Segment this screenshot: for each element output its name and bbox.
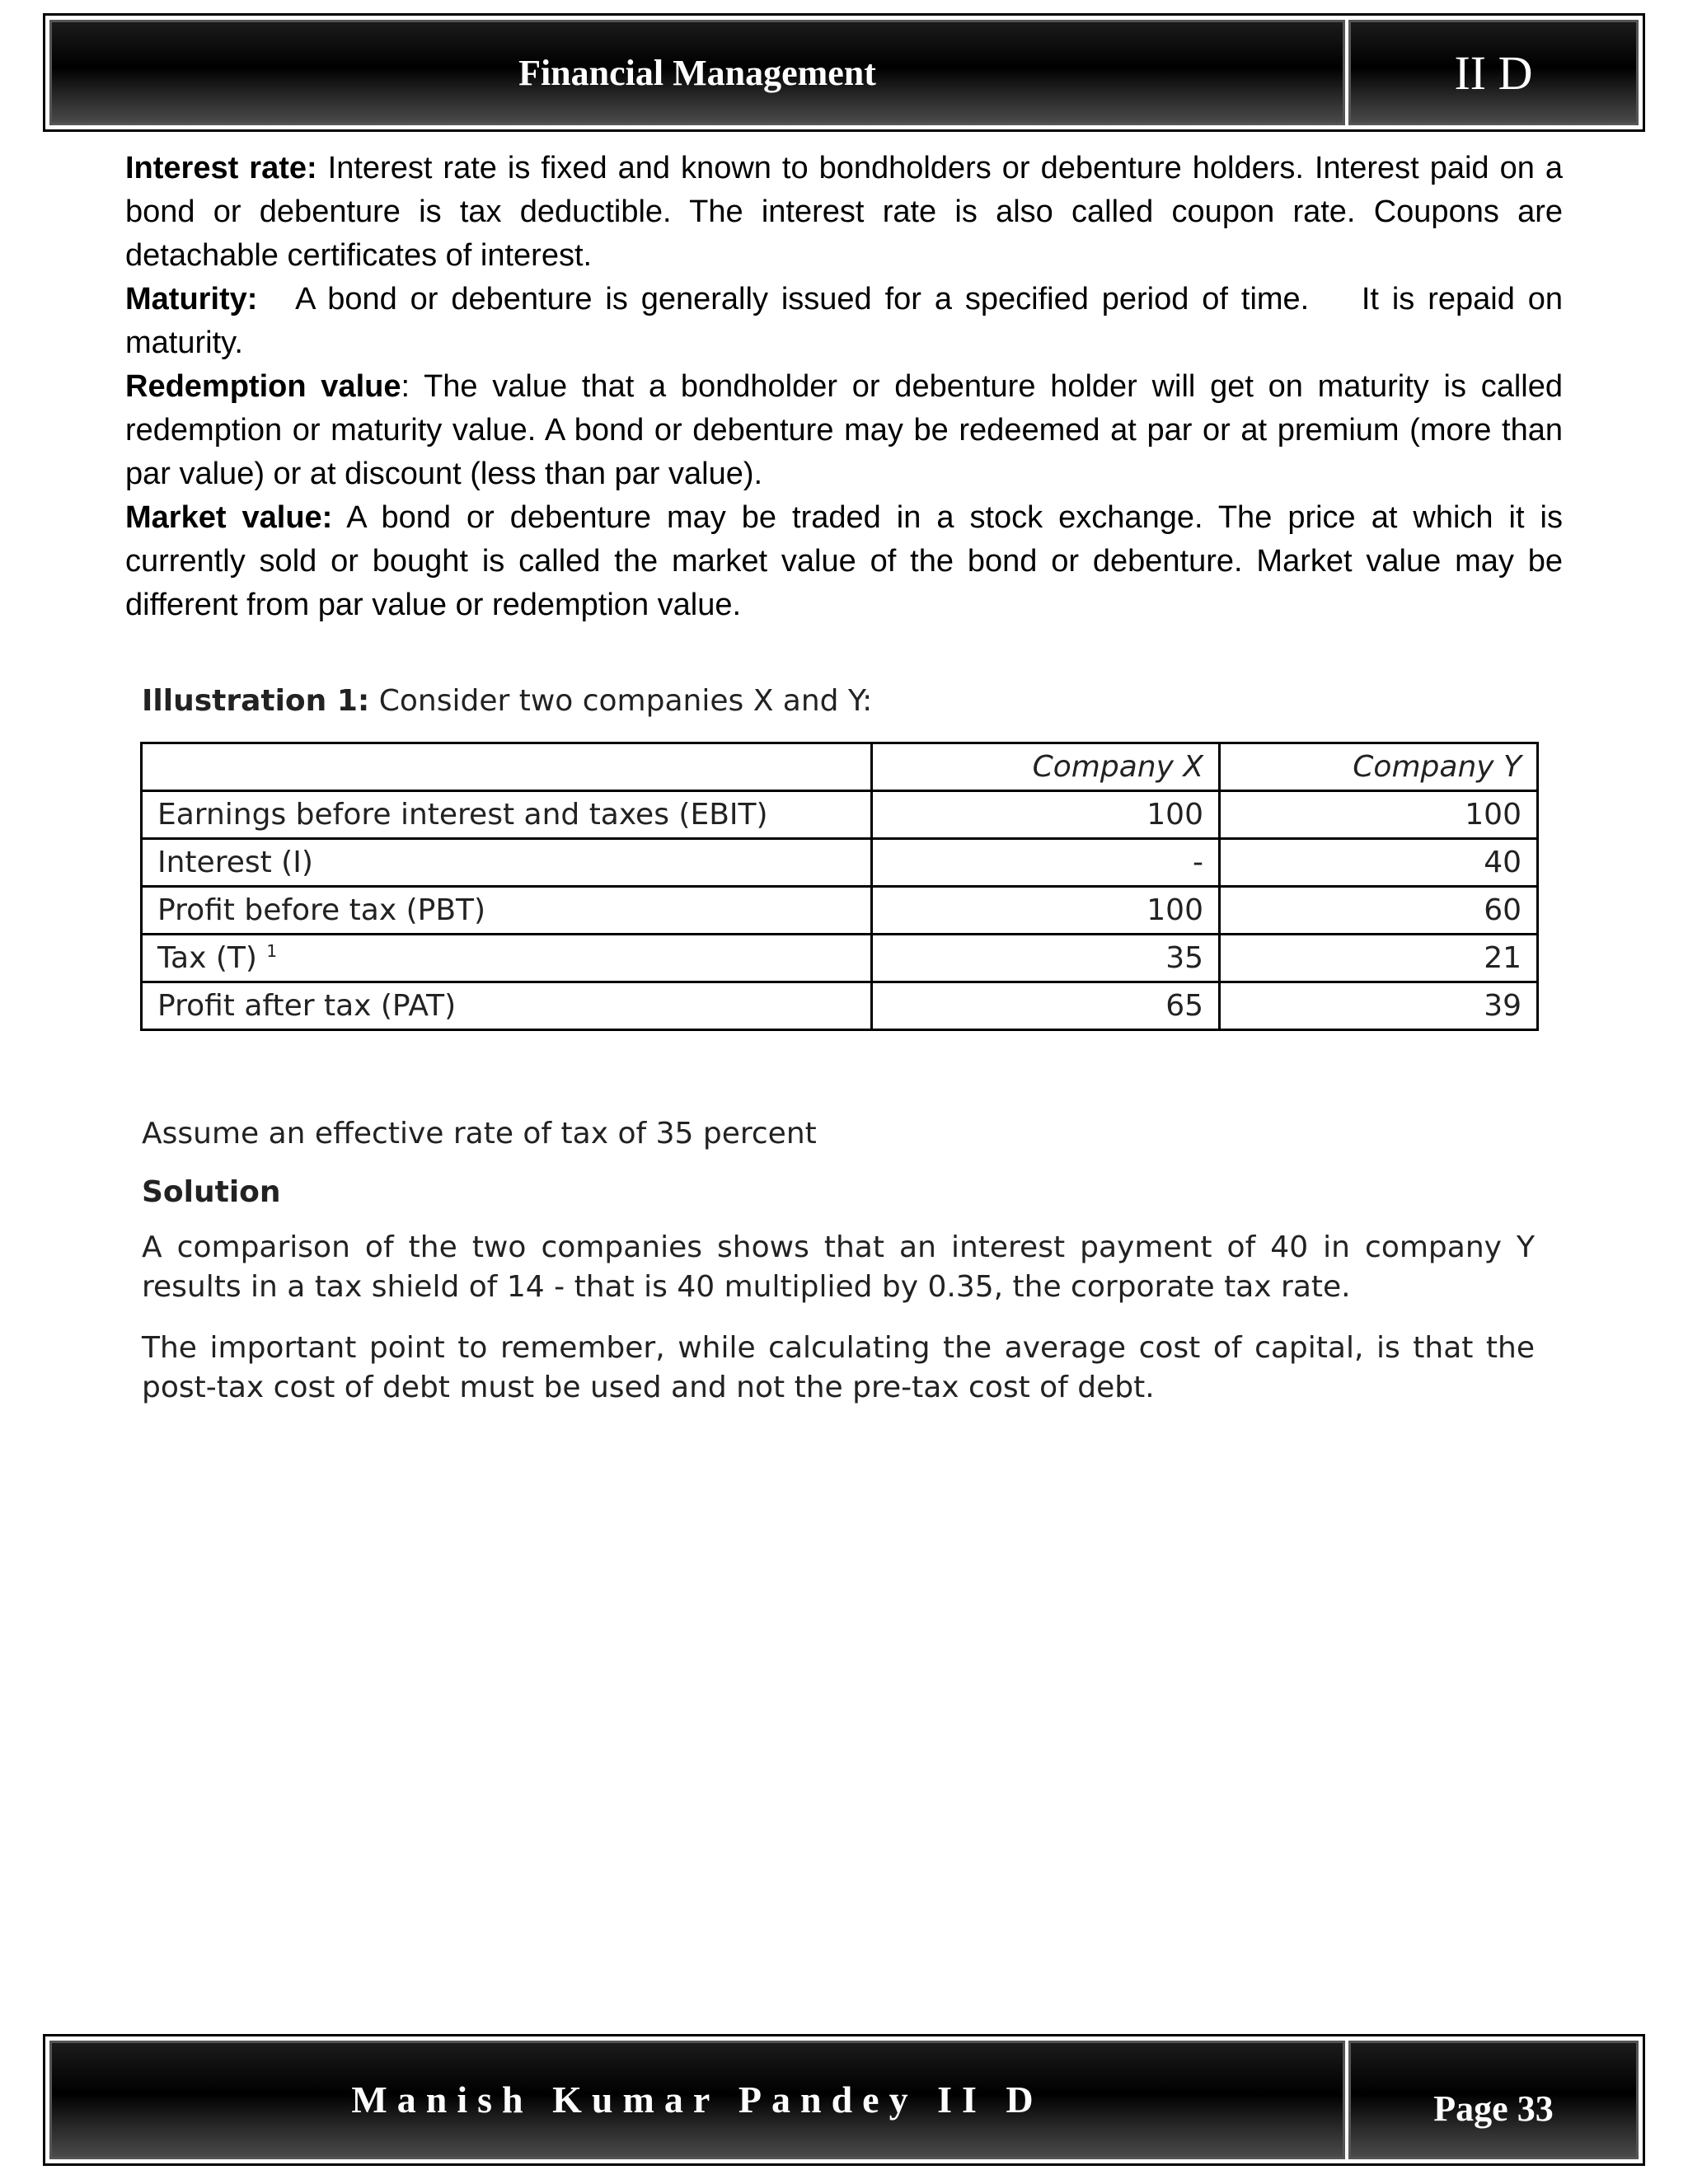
page-number: Page 33 — [1348, 2041, 1639, 2159]
row-label: Earnings before interest and taxes (EBIT) — [142, 791, 872, 839]
table-header-cell — [142, 743, 872, 791]
company-x-value: 100 — [872, 887, 1220, 935]
term-label: Maturity: — [125, 282, 258, 316]
company-x-value: 35 — [872, 935, 1220, 982]
table-header-cell: Company Y — [1220, 743, 1538, 791]
company-x-value: 100 — [872, 791, 1220, 839]
solution-heading: Solution — [142, 1175, 281, 1209]
definition-market-value — [125, 496, 1563, 627]
row-label: Tax (T) $^1$ — [142, 935, 872, 982]
definition-text: A bond or debenture may be traded in a stock exchange. The price at which it is currently sold or bought is called the market value of the bond or debenture. Market value may be different from par value or redemption value. — [125, 500, 1563, 622]
comparison-table — [140, 742, 1539, 1031]
solution-paragraph: A comparison of the two companies shows that an interest payment of 40 in company Y results in a tax shield of 14 - that is 40 multiplied by 0.35, the corporate tax rate. — [142, 1230, 1535, 1304]
term-label: Interest rate: — [125, 151, 317, 185]
document-title: Financial Management — [49, 20, 1345, 125]
company-y-value: 21 — [1220, 935, 1538, 982]
company-y-value: 39 — [1220, 982, 1538, 1030]
illustration-title — [142, 684, 1543, 718]
table-header-row — [142, 743, 1538, 791]
section-code: II D — [1348, 20, 1639, 125]
definition-interest-rate — [125, 147, 1563, 278]
table-row — [142, 982, 1538, 1030]
company-x-value: 65 — [872, 982, 1220, 1030]
company-y-value: 40 — [1220, 839, 1538, 887]
definition-redemption-value — [125, 365, 1563, 496]
header-band — [43, 13, 1645, 132]
table-row — [142, 839, 1538, 887]
footer-band — [43, 2034, 1645, 2166]
footnote-marker: 1 — [266, 941, 278, 961]
row-label: Interest (I) — [142, 839, 872, 887]
table-row — [142, 791, 1538, 839]
illustration-label: Illustration 1: — [142, 684, 370, 718]
illustration-text: Consider two companies X and Y: — [369, 684, 873, 718]
solution-paragraph: The important point to remember, while calculating the average cost of capital, is that the post-tax cost of debt must be used and not the pre-tax cost of debt. — [142, 1331, 1535, 1404]
table-row — [142, 935, 1538, 982]
definition-text: Interest rate is fixed and known to bondholders or debenture holders. Interest paid on a bond or debenture is tax deductible. The interest rate is also called coupon rate. Coupons are detachable certificates of interest. — [125, 151, 1563, 273]
assumption-note: Assume an effective rate of tax of 35 percent — [142, 1117, 817, 1151]
row-label: Profit before tax (PBT) — [142, 887, 872, 935]
definition-maturity — [125, 278, 1572, 365]
table-header-cell: Company X — [872, 743, 1220, 791]
company-y-value: 60 — [1220, 887, 1538, 935]
author-name: Manish Kumar Pandey II D — [49, 2041, 1345, 2159]
definition-text: : The value that a bondholder or debenture holder will get on maturity is called redemption or maturity value. A bond or debenture may be redeemed at par or at premium (more than par value) or at discount (less than par value). — [125, 369, 1563, 491]
definition-text: A bond or debenture is generally issued for a specified period of time. It is repaid on maturity. — [125, 282, 1572, 360]
row-label: Profit after tax (PAT) — [142, 982, 872, 1030]
company-y-value: 100 — [1220, 791, 1538, 839]
term-label: Redemption value — [125, 369, 401, 404]
table-row — [142, 887, 1538, 935]
term-label: Market value: — [125, 500, 333, 535]
definitions-section — [125, 147, 1572, 627]
company-x-value: - — [872, 839, 1220, 887]
